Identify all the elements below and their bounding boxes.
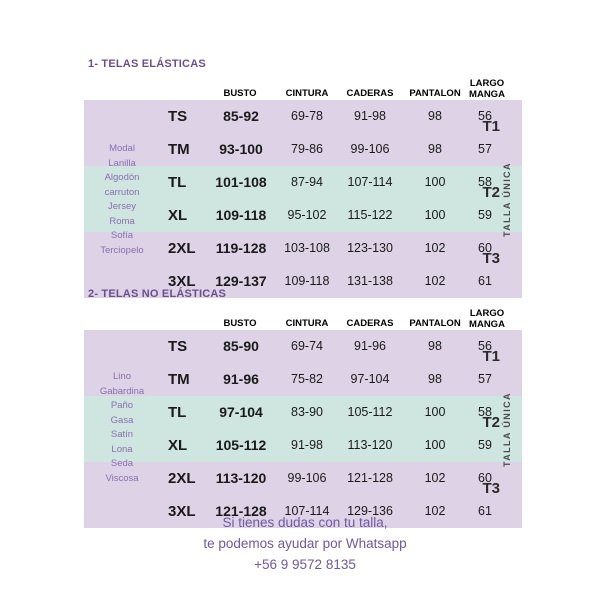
- group-label-t1: T1: [482, 118, 500, 135]
- cell-pantalon: 98: [428, 142, 442, 156]
- fabric-item: Lona: [111, 443, 133, 455]
- cell-pantalon: 98: [428, 109, 442, 123]
- group-label-t3: T3: [482, 250, 500, 267]
- cell-manga: 57: [478, 372, 492, 386]
- fabric-item: Modal: [109, 143, 135, 154]
- fabric-item: Sofía: [110, 230, 134, 241]
- cell-caderas: 99-106: [350, 142, 390, 156]
- fabric-item: Terciopelo: [100, 244, 144, 256]
- cell-caderas: 107-114: [347, 175, 393, 189]
- cell-caderas: 105-112: [347, 405, 393, 419]
- cell-busto: 105-112: [215, 437, 267, 453]
- header-cintura: CINTURA: [285, 318, 329, 329]
- cell-cintura: 79-86: [291, 142, 323, 156]
- group-label-t2: T2: [482, 184, 500, 201]
- cell-manga: 58: [478, 175, 492, 189]
- cell-pantalon: 100: [424, 175, 446, 189]
- talla-unica-label-1: TALLA ÚNICA: [502, 162, 512, 238]
- cell-busto: 113-120: [215, 470, 267, 486]
- cell-pantalon: 98: [428, 339, 442, 353]
- table-body-2: [84, 330, 522, 528]
- cell-cintura: 95-102: [287, 208, 327, 222]
- header-pantalon: PANTALON: [409, 318, 461, 329]
- fabric-item: Roma: [109, 215, 135, 227]
- cell-cintura: 69-78: [291, 109, 323, 123]
- cell-pantalon: 102: [424, 241, 446, 255]
- header-pantalon: PANTALON: [409, 88, 461, 99]
- cell-size: TL: [168, 404, 187, 421]
- fabric-item: Satín: [110, 429, 134, 440]
- cell-cintura: 83-90: [291, 405, 323, 419]
- cell-size: TS: [168, 338, 188, 355]
- cell-size: 3XL: [168, 273, 196, 290]
- fabric-item: Lanilla: [108, 157, 136, 169]
- cell-size: XL: [168, 437, 188, 454]
- cell-pantalon: 100: [424, 208, 446, 222]
- cell-busto: 85-90: [223, 338, 259, 354]
- section-1-title: 1- TELAS ELÁSTICAS: [88, 58, 206, 70]
- table-row: [84, 100, 522, 133]
- cell-busto: 85-92: [223, 108, 259, 124]
- cell-caderas: 91-96: [354, 339, 386, 353]
- fabric-list-non-elastic: [84, 370, 160, 486]
- cell-size: 2XL: [168, 240, 196, 257]
- cell-cintura: 91-98: [291, 438, 323, 452]
- section-2-title: 2- TELAS NO ELÁSTICAS: [88, 288, 227, 300]
- cell-size: TL: [168, 174, 187, 191]
- header-largo-line1: LARGO: [469, 78, 505, 89]
- cell-pantalon: 102: [424, 471, 446, 485]
- fabric-item: Paño: [110, 400, 134, 411]
- fabric-list-elastic: [84, 142, 160, 258]
- cell-caderas: 131-138: [347, 274, 393, 288]
- cell-pantalon: 100: [424, 405, 446, 419]
- fabric-item: Lino: [113, 371, 131, 382]
- group-label-t3: T3: [482, 480, 500, 497]
- fabric-item: Gabardina: [99, 385, 145, 397]
- cell-caderas: 113-120: [347, 438, 393, 452]
- fabric-item: Seda: [110, 458, 134, 469]
- header-caderas: CADERAS: [346, 318, 394, 329]
- header-largo-line1: LARGO: [469, 308, 505, 319]
- fabric-item: Viscosa: [105, 472, 139, 484]
- cell-manga: 58: [478, 405, 492, 419]
- group-label-t2: T2: [482, 414, 500, 431]
- table-header-row-2: [84, 304, 522, 330]
- cell-size: TM: [168, 141, 190, 158]
- cell-manga: 57: [478, 142, 492, 156]
- cell-size: TM: [168, 371, 190, 388]
- fabric-item: Algodón: [104, 172, 140, 183]
- header-largo-manga: [464, 78, 510, 100]
- talla-unica-label-2: TALLA ÚNICA: [502, 392, 512, 468]
- cell-pantalon: 100: [424, 438, 446, 452]
- cell-manga: 60: [478, 471, 492, 485]
- cell-cintura: 103-108: [284, 241, 330, 255]
- cell-busto: 129-137: [215, 273, 267, 289]
- cell-busto: 109-118: [215, 207, 267, 223]
- cell-manga: 61: [478, 504, 492, 518]
- size-table-elastic: [84, 74, 522, 298]
- cell-busto: 101-108: [215, 174, 267, 190]
- cell-cintura: 87-94: [291, 175, 323, 189]
- cell-manga: 61: [478, 274, 492, 288]
- cell-busto: 97-104: [219, 404, 263, 420]
- cell-caderas: 129-136: [347, 504, 393, 518]
- cell-caderas: 123-130: [347, 241, 393, 255]
- cell-cintura: 99-106: [287, 471, 327, 485]
- fabric-item: Jersey: [108, 201, 136, 212]
- fabric-item: carruton: [104, 186, 140, 198]
- cell-caderas: 121-128: [347, 471, 393, 485]
- cell-manga: 59: [478, 208, 492, 222]
- header-busto: BUSTO: [223, 318, 257, 329]
- cell-busto: 93-100: [219, 141, 263, 157]
- cell-pantalon: 102: [424, 274, 446, 288]
- cell-pantalon: 98: [428, 372, 442, 386]
- header-caderas: CADERAS: [346, 88, 394, 99]
- cell-busto: 121-128: [215, 503, 267, 519]
- footer-contact: [0, 512, 610, 575]
- footer-phone-number[interactable]: +56 9 9572 8135: [254, 557, 356, 572]
- cell-busto: 91-96: [223, 371, 259, 387]
- size-table-non-elastic: [84, 304, 522, 528]
- header-busto: BUSTO: [223, 88, 257, 99]
- footer-line-2: te podemos ayudar por Whatsapp: [203, 536, 407, 551]
- cell-caderas: 91-98: [354, 109, 386, 123]
- header-largo-manga: [464, 308, 510, 330]
- cell-manga: 59: [478, 438, 492, 452]
- cell-manga: 56: [478, 339, 492, 353]
- cell-caderas: 97-104: [350, 372, 390, 386]
- table-header-row-1: [84, 74, 522, 100]
- footer-line-1: Si tienes dudas con tu talla,: [222, 515, 388, 530]
- cell-busto: 119-128: [215, 240, 267, 256]
- cell-manga: 56: [478, 109, 492, 123]
- cell-cintura: 109-118: [284, 274, 330, 288]
- cell-cintura: 69-74: [291, 339, 323, 353]
- cell-cintura: 107-114: [284, 504, 330, 518]
- header-largo-line2: MANGA: [469, 319, 505, 330]
- table-row: [84, 330, 522, 363]
- group-label-t1: T1: [482, 348, 500, 365]
- cell-manga: 60: [478, 241, 492, 255]
- header-cintura: CINTURA: [285, 88, 329, 99]
- cell-size: XL: [168, 207, 188, 224]
- cell-pantalon: 102: [424, 504, 446, 518]
- cell-size: 3XL: [168, 503, 196, 520]
- fabric-item: Gasa: [110, 414, 134, 426]
- cell-size: TS: [168, 108, 188, 125]
- table-body-1: [84, 100, 522, 298]
- cell-caderas: 115-122: [347, 208, 393, 222]
- cell-size: 2XL: [168, 470, 196, 487]
- cell-cintura: 75-82: [291, 372, 323, 386]
- header-largo-line2: MANGA: [469, 89, 505, 100]
